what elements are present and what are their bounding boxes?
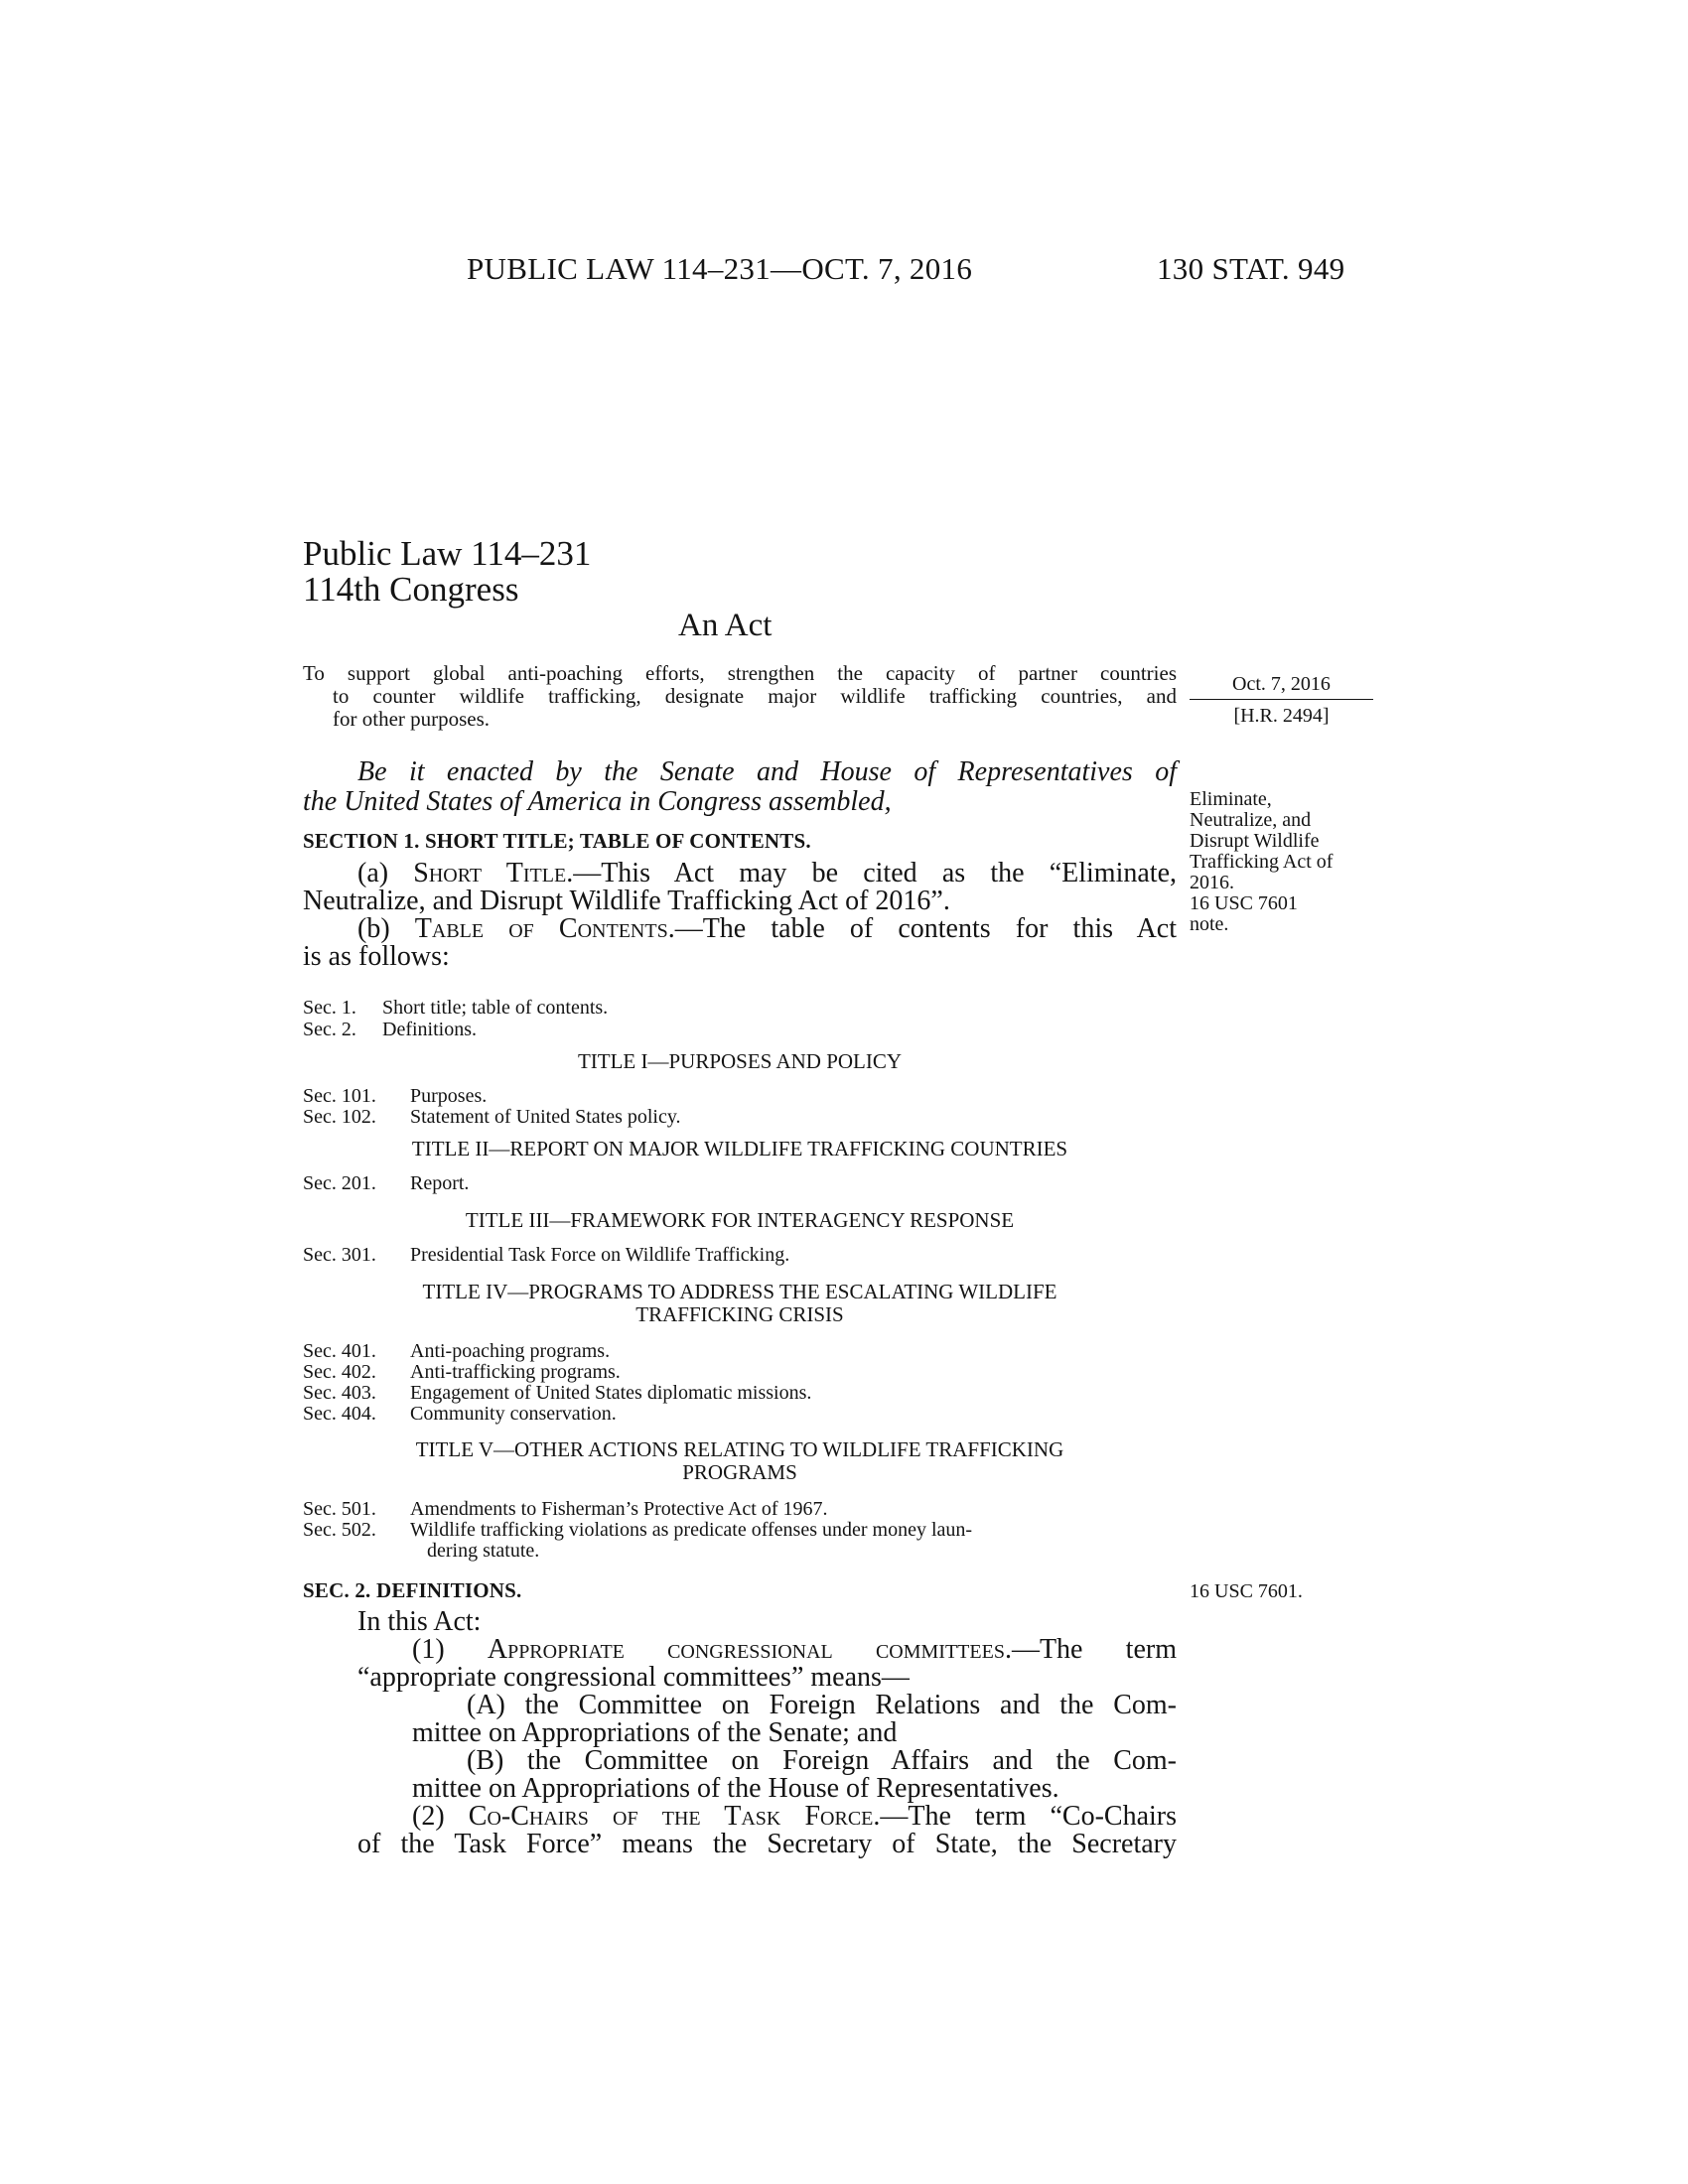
toc-entry: Sec. 402. Anti-trafficking programs. — [303, 1361, 621, 1383]
margin-rule — [1190, 699, 1373, 700]
purpose-line: to counter wildlife trafficking, designate major wildlife trafficking countries, and — [333, 684, 1177, 708]
definition-1-line2: “appropriate congressional committees” means— — [357, 1662, 910, 1693]
purpose-line: To support global anti-poaching efforts, strengthen the capacity of partner countries — [303, 661, 1177, 685]
sidenote-line: 2016. — [1190, 872, 1234, 893]
definition-2-line1 — [303, 1803, 1177, 1831]
para-label: (1) — [412, 1634, 488, 1665]
toc-entry: Sec. 501. Amendments to Fisherman’s Protective Act of 1967. — [303, 1498, 828, 1520]
toc-entry: Sec. 404. Community conservation. — [303, 1403, 617, 1425]
definition-1B-line1: (B) the Committee on Foreign Affairs and the Com- — [467, 1745, 1177, 1776]
purpose-paragraph — [303, 662, 1177, 731]
running-header-left: PUBLIC LAW 114–231—OCT. 7, 2016 — [467, 251, 973, 286]
definitions-intro: In this Act: — [357, 1606, 482, 1637]
sidenote-short-title — [1190, 789, 1373, 935]
para-caption: Co-Chairs of the Task Force — [468, 1801, 874, 1832]
toc-entry: Sec. 403. Engagement of United States diplomatic missions. — [303, 1382, 812, 1404]
toc-entry: Sec. 102. Statement of United States policy. — [303, 1106, 681, 1128]
purpose-line: for other purposes. — [333, 707, 491, 731]
para-caption: Table of Contents — [414, 913, 668, 944]
toc-title-5 — [303, 1438, 1177, 1484]
sidenote-line: Trafficking Act of — [1190, 851, 1334, 873]
toc-title-1: TITLE I—PURPOSES AND POLICY — [577, 1049, 903, 1073]
section-1b-line1 — [303, 915, 1177, 943]
definition-2-line2: of the Task Force” means the Secretary of State, the Secretary — [357, 1829, 1177, 1859]
sidenote-line: 16 USC 7601 — [1190, 892, 1298, 914]
congress-number: 114th Congress — [303, 570, 519, 609]
toc-title-line: TRAFFICKING CRISIS — [635, 1302, 844, 1326]
toc-entry: Sec. 201. Report. — [303, 1172, 470, 1194]
toc-title-2: TITLE II—REPORT ON MAJOR WILDLIFE TRAFFICKING COUNTRIES — [411, 1137, 1068, 1160]
toc-title-line: TITLE V—OTHER ACTIONS RELATING TO WILDLIFE TRAFFICKING — [415, 1437, 1064, 1461]
toc-entry: Sec. 1. Short title; table of contents. — [303, 997, 609, 1019]
definition-1A-line1: (A) the Committee on Foreign Relations and the Com- — [467, 1690, 1177, 1720]
toc-title-line: TITLE IV—PROGRAMS TO ADDRESS THE ESCALATING WILDLIFE — [422, 1280, 1057, 1303]
section-2-body — [303, 1608, 1177, 1858]
section-2-heading: SEC. 2. DEFINITIONS. — [303, 1578, 522, 1602]
section-1b-line2: is as follows: — [303, 941, 450, 972]
para-text: .—The term “Co-Chairs — [873, 1801, 1177, 1832]
toc-title-3: TITLE III—FRAMEWORK FOR INTERAGENCY RESPONSE — [465, 1208, 1015, 1232]
para-label: (b) — [357, 913, 415, 944]
section-1a-line2: Neutralize, and Disrupt Wildlife Trafficking Act of 2016”. — [303, 886, 950, 916]
toc-title-line: PROGRAMS — [682, 1460, 797, 1484]
section-1-heading: SECTION 1. SHORT TITLE; TABLE OF CONTENTS. — [303, 829, 811, 853]
sidenote-line: Disrupt Wildlife — [1190, 830, 1320, 852]
para-text: .—The table of contents for this Act — [667, 913, 1177, 944]
enact-line: Be it enacted by the Senate and House of Representatives of — [357, 756, 1177, 787]
toc-entry: Sec. 2. Definitions. — [303, 1019, 477, 1040]
definition-1B-line2: mittee on Appropriations of the House of Representatives. — [412, 1773, 1059, 1804]
page-number: 130 STAT. 949 — [1157, 251, 1345, 286]
section-1a-line1 — [303, 860, 1177, 887]
para-label: (2) — [412, 1801, 469, 1832]
toc-entry: Sec. 301. Presidential Task Force on Wildlife Trafficking. — [303, 1244, 790, 1266]
definition-1-line1 — [303, 1636, 1177, 1664]
sidenote-line: Eliminate, — [1190, 788, 1272, 810]
toc-entry: Sec. 502. Wildlife trafficking violations as predicate offenses under money laun- — [303, 1519, 973, 1541]
margin-bill-number: [H.R. 2494] — [1233, 705, 1330, 727]
section-1-body — [303, 860, 1177, 971]
definition-1A-line2: mittee on Appropriations of the Senate; and — [412, 1717, 898, 1748]
toc-entry-continuation: dering statute. — [427, 1540, 540, 1562]
sidenote-usc: 16 USC 7601. — [1190, 1580, 1303, 1602]
act-heading: An Act — [678, 608, 773, 643]
margin-date: Oct. 7, 2016 — [1232, 673, 1331, 695]
para-caption: Appropriate congressional committees — [487, 1634, 1005, 1665]
sidenote-line: note. — [1190, 913, 1229, 935]
toc-entry: Sec. 401. Anti-poaching programs. — [303, 1340, 611, 1362]
toc-title-4 — [303, 1281, 1177, 1326]
para-text: .—The term — [1004, 1634, 1177, 1665]
para-label: (a) — [357, 858, 414, 888]
para-text: .—This Act may be cited as the “Eliminate, — [566, 858, 1178, 888]
para-caption: Short Title — [413, 858, 567, 888]
sidenote-line: Neutralize, and — [1190, 809, 1312, 831]
enacting-clause — [303, 757, 1177, 817]
law-number: Public Law 114–231 — [303, 534, 592, 573]
enact-line: the United States of America in Congress assembled, — [303, 786, 892, 817]
toc-entry: Sec. 101. Purposes. — [303, 1085, 488, 1107]
